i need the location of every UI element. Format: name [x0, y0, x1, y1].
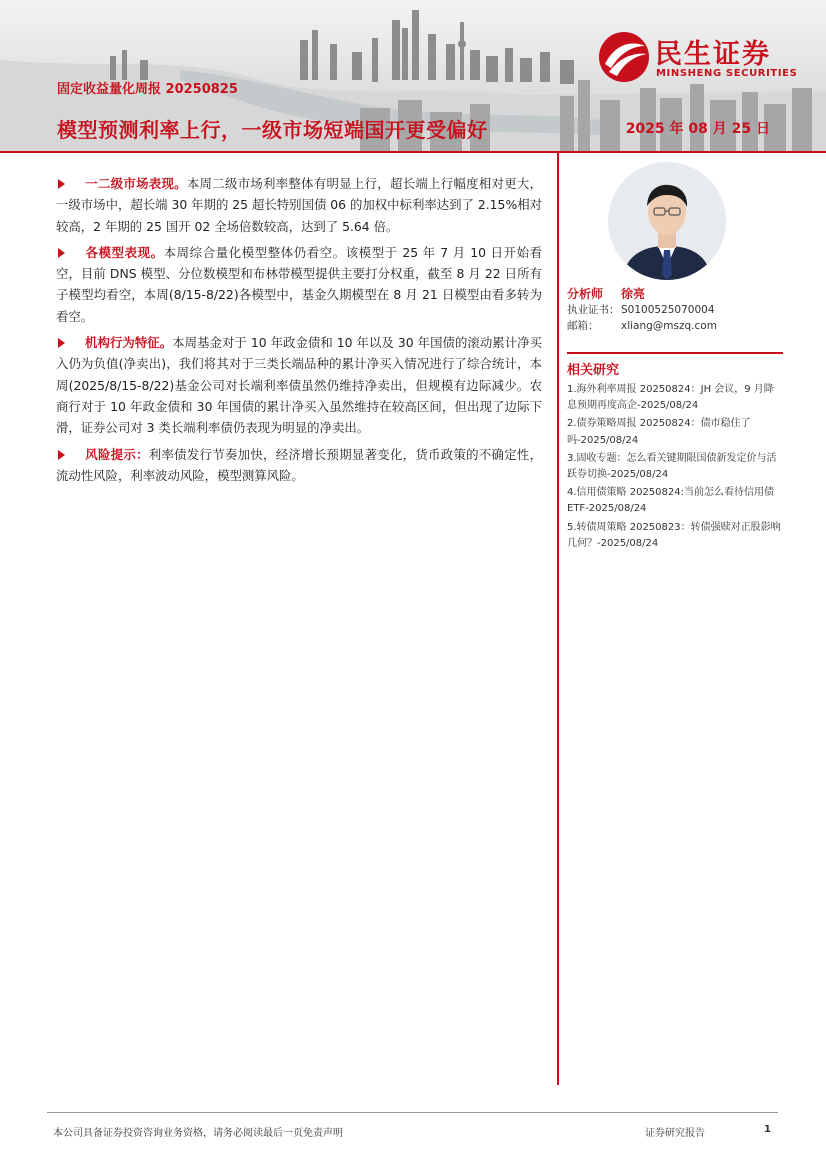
bullet-arrow-icon: [58, 179, 65, 189]
cert-row: [567, 302, 783, 318]
footer-disclaimer: 本公司具备证券投资咨询业务资格，请务必阅读最后一页免责声明: [53, 1128, 343, 1139]
report-type: 固定收益量化周报 20250825: [57, 82, 238, 97]
cert-number: S0100525070004: [621, 304, 715, 316]
related-research-title: 相关研究: [567, 352, 783, 379]
page-number: 1: [764, 1124, 771, 1135]
paragraph-body: 本周综合量化模型整体仍看空。该模型于 25 年 7 月 10 日开始看空，目前 DNS 模型、分位数模型和布林带模型提供主要打分权重，截至 8 月 22 日所有子模型均看空，本周(8/15-8/22)各模型中，基金久期模型在 8 月 21 日模型由看多转为看空。: [56, 244, 542, 324]
bullet-arrow-icon: [58, 338, 65, 348]
company-logo: [597, 30, 807, 86]
paragraph-body: 利率债发行节奏加快，经济增长预期显著变化，货币政策的不确定性，流动性风险，利率波动风险，模型测算风险。: [56, 446, 543, 483]
report-date: 2025 年 08 月 25 日: [625, 121, 770, 137]
related-research-list: [567, 382, 783, 552]
logo-mark-icon: [597, 30, 651, 84]
summary-paragraph: [56, 444, 542, 487]
email-address[interactable]: xliang@mszq.com: [621, 320, 717, 332]
logo-text-en: MINSHENG SECURITIES: [656, 68, 798, 79]
related-item[interactable]: 5.转债周策略 20250823：转债强赎对正股影响几何？-2025/08/24: [567, 521, 781, 549]
report-title: 模型预测利率上行，一级市场短端国开更受偏好: [57, 118, 488, 142]
header-banner: [0, 0, 826, 152]
column-divider: [557, 152, 559, 1085]
paragraph-body: 本周基金对于 10 年政金债和 10 年以及 30 年国债的滚动累计净买入仍为负值(净卖出)，我们将其对于三类长端品种的累计净买入情况进行了综合统计，本周(2025/8/15-8/22)基金公司对长端利率债虽然仍维持净卖出，但规模有边际减少。农商行对于 10 年政金债和 30 年国债的累计净买入虽然维持在较高区间，但出现了边际下滑，证券公司对 3 类长端利率债仍表现为明显的净卖出。: [56, 335, 543, 436]
footer-report-kind: 证券研究报告: [645, 1128, 705, 1139]
related-item[interactable]: 4.信用债策略 20250824:当前怎么看待信用债 ETF-2025/08/24: [567, 487, 774, 515]
paragraph-heading: 风险提示：: [85, 446, 149, 462]
bullet-arrow-icon: [58, 248, 65, 258]
related-item[interactable]: 1.海外利率周报 20250824：JH 会议，9 月降息预期再度高企-2025/08/24: [567, 384, 774, 412]
paragraph-heading: 一二级市场表现。: [85, 176, 187, 191]
related-research: [567, 352, 783, 554]
related-item[interactable]: 3.固收专题：怎么看关键期限国债新发定价与活跃券切换-2025/08/24: [567, 452, 777, 481]
summary-paragraph: [56, 173, 542, 237]
email-row: [567, 318, 783, 334]
header-divider: [0, 151, 826, 153]
paragraph-heading: 机构行为特征。: [85, 335, 173, 351]
analyst-name: 徐亮: [621, 287, 646, 301]
logo-text-cn: 民生证券: [655, 39, 771, 70]
cert-label: 执业证书：: [567, 304, 620, 316]
summary-section: [56, 173, 542, 491]
analyst-row: [567, 286, 783, 302]
email-label: 邮箱：: [567, 320, 599, 332]
summary-paragraph: [56, 332, 542, 438]
footer-divider: [47, 1112, 778, 1113]
paragraph-heading: 各模型表现。: [85, 244, 164, 260]
analyst-info: [567, 286, 783, 334]
bullet-arrow-icon: [58, 450, 65, 460]
paragraph-body: 本周二级市场利率整体有明显上行，超长端上行幅度相对更大，一级市场中，超长端 30 年期的 25 超长特别国债 06 的加权中标利率达到了 2.15%相对较高，2 年期的 25 国开 02 全场倍数较高，达到了 5.64 倍。: [56, 176, 542, 234]
analyst-label: 分析师: [567, 287, 604, 301]
related-item[interactable]: 2.债券策略周报 20250824：债市稳住了吗-2025/08/24: [567, 418, 751, 446]
summary-paragraph: [56, 242, 542, 327]
analyst-photo: [608, 162, 726, 280]
person-icon: [608, 162, 726, 280]
